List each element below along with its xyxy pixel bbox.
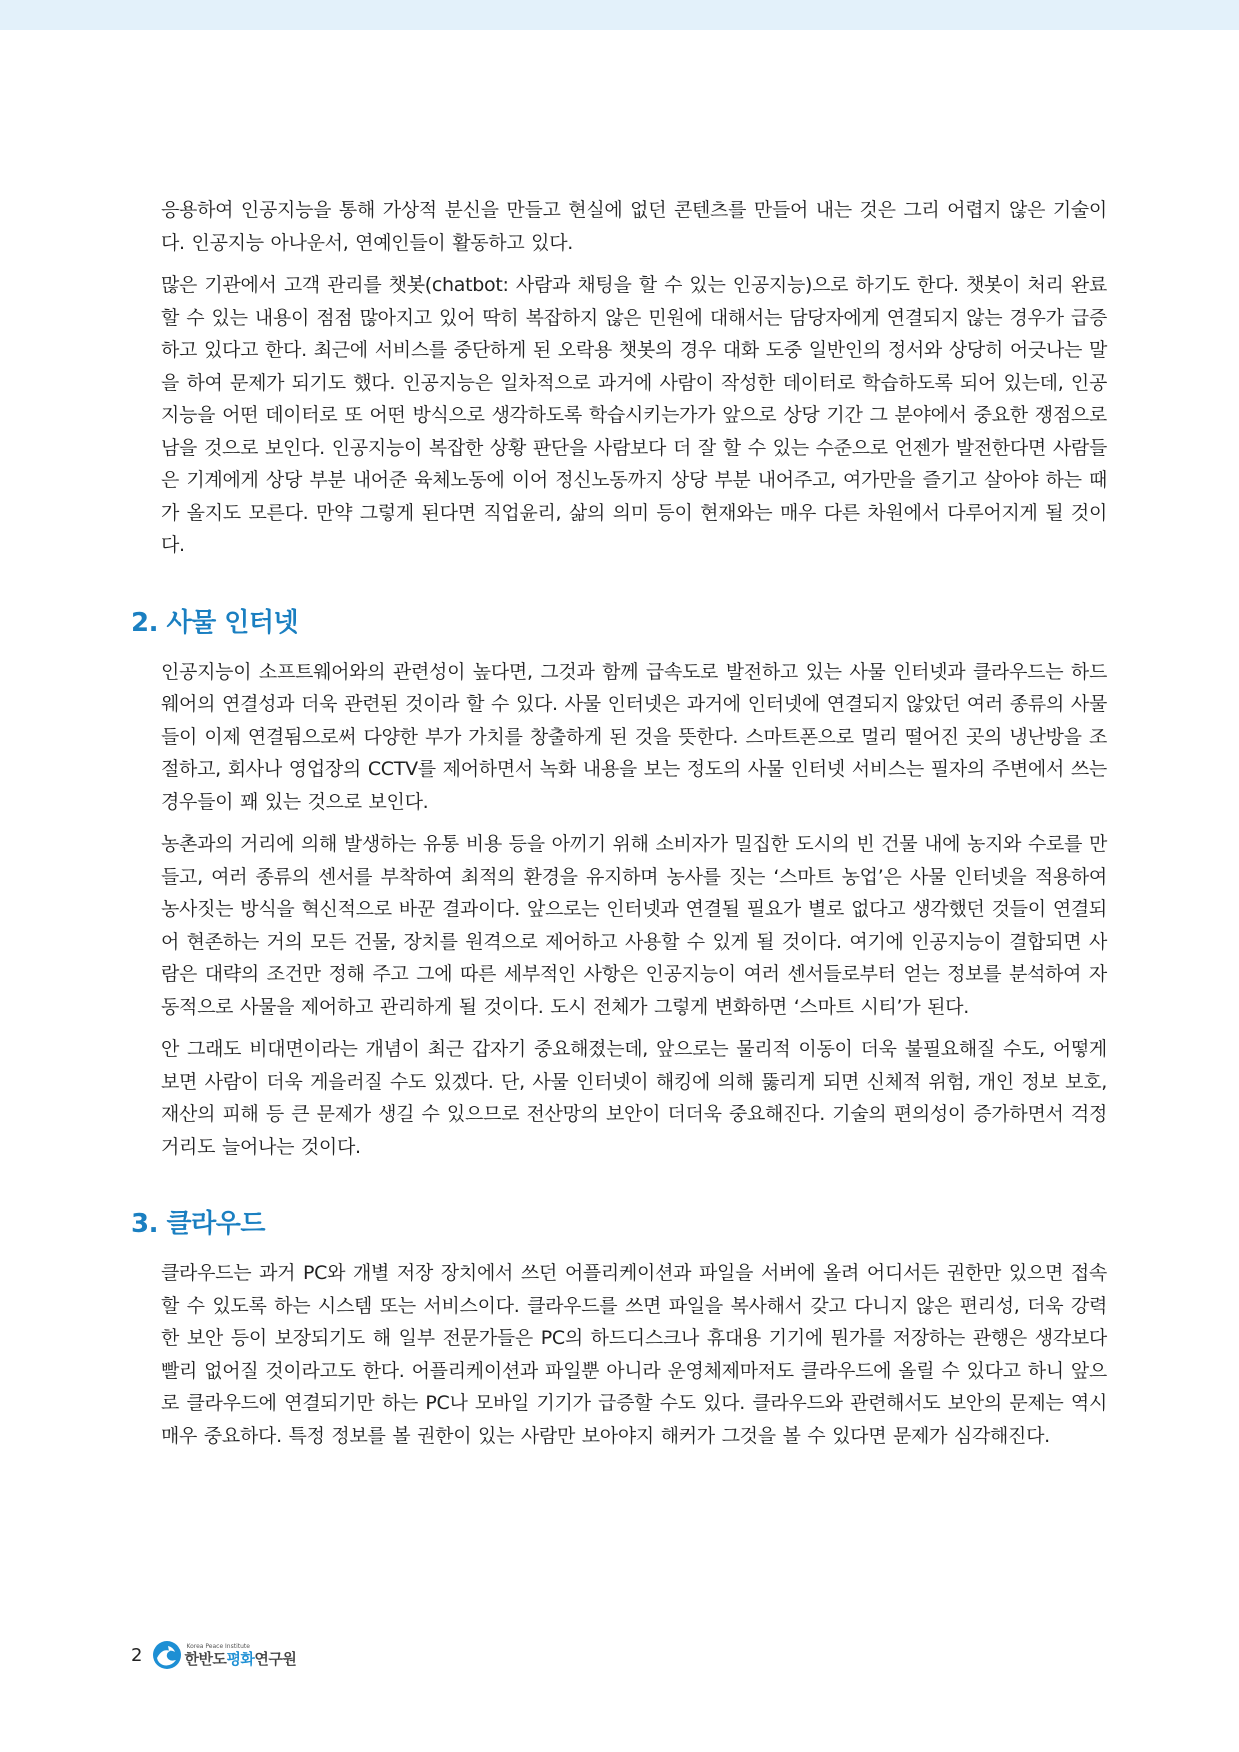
peace-institute-logo-icon bbox=[152, 1640, 182, 1670]
page-number: 2 bbox=[131, 1644, 143, 1666]
section-heading-iot: 2. 사물 인터넷 bbox=[131, 607, 299, 638]
paragraph: 인공지능이 소프트웨어와의 관련성이 높다면, 그것과 함께 급속도로 발전하고 있는 사물 인터넷과 클라우드는 하드웨어의 연결성과 더욱 관련된 것이라 할 수 있다. 사물 인터넷은 과거에 인터넷에 연결되지 않았던 여러 종류의 사물들이 이제 연결됨으로써 다양한 부가 가치를 창출하게 된 것을 뜻한다. 스마트폰으로 멀리 떨어진 곳의 냉난방을 조절하고, 회사나 영업장의 CCTV를 제어하면서 녹화 내용을 보는 정도의 사물 인터넷 서비스는 필자의 주변에서 쓰는 경우들이 꽤 있는 것으로 보인다. bbox=[161, 660, 1107, 813]
page-footer bbox=[131, 1637, 296, 1673]
institute-logo bbox=[152, 1640, 296, 1670]
logo-korean-name: 한반도평화연구원 bbox=[184, 1649, 297, 1668]
section-heading-cloud: 3. 클라우드 bbox=[131, 1209, 265, 1239]
paragraph: 클라우드는 과거 PC와 개별 저장 장치에서 쓰던 어플리케이션과 파일을 서버에 올려 어디서든 권한만 있으면 접속할 수 있도록 하는 시스템 또는 서비스이다. 클라우드를 쓰면 파일을 복사해서 갖고 다니지 않은 편리성, 더욱 강력한 보안 등이 보장되기도 해 일부 전문가들은 PC의 하드디스크나 휴대용 기기에 뭔가를 저장하는 관행은 생각보다 빨리 없어질 것이라고도 한다. 어플리케이션과 파일뿐 아니라 운영체제마저도 클라우드에 올릴 수 있다고 하니 앞으로 클라우드에 연결되기만 하는 PC나 모바일 기기가 급증할 수도 있다. 클라우드와 관련해서도 보안의 문제는 역시 매우 중요하다. 특정 정보를 볼 권한이 있는 사람만 보아야지 해커가 그것을 볼 수 있다면 문제가 심각해진다. bbox=[161, 1262, 1107, 1447]
paragraph: 안 그래도 비대면이라는 개념이 최근 갑자기 중요해졌는데, 앞으로는 물리적 이동이 더욱 불필요해질 수도, 어떻게 보면 사람이 더욱 게을러질 수도 있겠다. 단, 사물 인터넷이 해킹에 의해 뚫리게 되면 신체적 위험, 개인 정보 보호, 재산의 피해 등 큰 문제가 생길 수 있으므로 전산망의 보안이 더더욱 중요해진다. 기술의 편의성이 증가하면서 걱정거리도 늘어나는 것이다. bbox=[161, 1038, 1107, 1158]
document-body bbox=[131, 194, 1107, 1462]
header-band bbox=[0, 0, 1239, 30]
paragraph: 응용하여 인공지능을 통해 가상적 분신을 만들고 현실에 없던 콘텐츠를 만들어 내는 것은 그리 어렵지 않은 기술이다. 인공지능 아나운서, 연예인들이 활동하고 있다. bbox=[161, 199, 1107, 254]
paragraph: 농촌과의 거리에 의해 발생하는 유통 비용 등을 아끼기 위해 소비자가 밀집한 도시의 빈 건물 내에 농지와 수로를 만들고, 여러 종류의 센서를 부착하여 최적의 환경을 유지하며 농사를 짓는 ‘스마트 농업’은 사물 인터넷을 적용하여 농사짓는 방식을 혁신적으로 바꾼 결과이다. 앞으로는 인터넷과 연결될 필요가 별로 없다고 생각했던 것들이 연결되어 현존하는 거의 모든 건물, 장치를 원격으로 제어하고 사용할 수 있게 될 것이다. 여기에 인공지능이 결합되면 사람은 대략의 조건만 정해 주고 그에 따른 세부적인 사항은 인공지능이 여러 센서들로부터 얻는 정보를 분석하여 자동적으로 사물을 제어하고 관리하게 될 것이다. 도시 전체가 그렇게 변화하면 ‘스마트 시티’가 된다. bbox=[161, 833, 1107, 1018]
logo-english-name: Korea Peace Institute bbox=[186, 1642, 250, 1650]
paragraph: 많은 기관에서 고객 관리를 챗봇(chatbot: 사람과 채팅을 할 수 있는 인공지능)으로 하기도 한다. 챗봇이 처리 완료할 수 있는 내용이 점점 많아지고 있어 딱히 복잡하지 않은 민원에 대해서는 담당자에게 연결되지 않는 경우가 급증하고 있다고 한다. 최근에 서비스를 중단하게 된 오락용 챗봇의 경우 대화 도중 일반인의 정서와 상당히 어긋나는 말을 하여 문제가 되기도 했다. 인공지능은 일차적으로 과거에 사람이 작성한 데이터로 학습하도록 되어 있는데, 인공지능을 어떤 데이터로 또 어떤 방식으로 생각하도록 학습시키는가가 앞으로 상당 기간 그 분야에서 중요한 쟁점으로 남을 것으로 보인다. 인공지능이 복잡한 상황 판단을 사람보다 더 잘 할 수 있는 수준으로 언젠가 발전한다면 사람들은 기계에게 상당 부분 내어준 육체노동에 이어 정신노동까지 상당 부분 내어주고, 여가만을 즐기고 살아야 하는 때가 올지도 모른다. 만약 그렇게 된다면 직업윤리, 삶의 의미 등이 현재와는 매우 다른 차원에서 다루어지게 될 것이다. bbox=[161, 274, 1107, 556]
